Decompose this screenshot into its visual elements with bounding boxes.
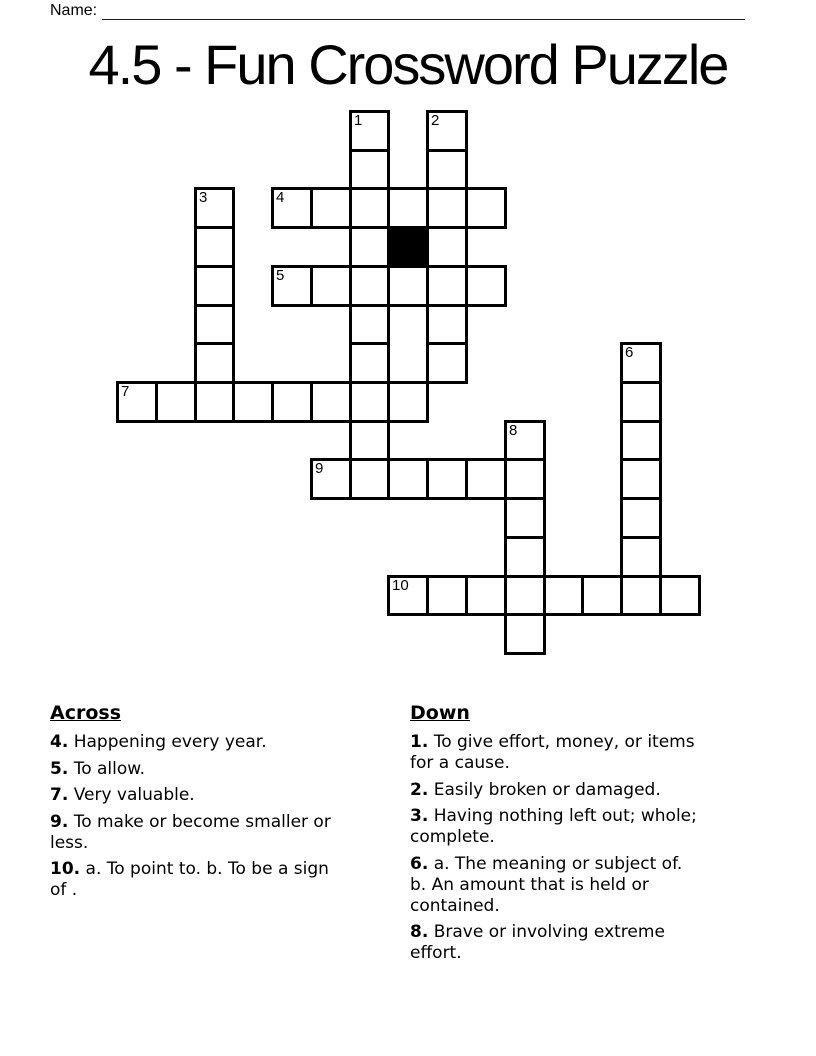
across-heading: Across (50, 702, 122, 724)
answer-cell[interactable] (426, 187, 468, 229)
answer-cell[interactable] (426, 575, 468, 616)
answer-cell[interactable] (504, 420, 546, 461)
clue-number: 2. (410, 779, 429, 800)
answer-cell[interactable] (426, 110, 468, 152)
answer-cell[interactable] (465, 265, 507, 307)
answer-cell[interactable] (194, 265, 235, 307)
answer-cell[interactable] (465, 458, 507, 500)
answer-cell[interactable] (387, 575, 429, 616)
answer-cell[interactable] (194, 381, 235, 423)
answer-cell[interactable] (504, 613, 546, 655)
answer-cell[interactable] (310, 265, 352, 307)
answer-cell[interactable] (504, 575, 546, 616)
cell-number: 1 (354, 112, 363, 129)
cell-number: 4 (276, 189, 285, 206)
answer-cell[interactable] (349, 420, 390, 461)
answer-cell[interactable] (426, 304, 468, 345)
across-clues-list (50, 732, 382, 901)
answer-cell[interactable] (620, 458, 662, 500)
answer-cell[interactable] (504, 497, 546, 539)
clue-item: 6. a. The meaning or subject of. b. An amount that is held or contained. (410, 853, 683, 916)
clue-number: 5. (50, 758, 69, 779)
down-heading: Down (410, 702, 470, 724)
cell-number: 6 (625, 344, 634, 361)
clue-number: 8. (410, 922, 429, 942)
answer-cell[interactable] (620, 381, 662, 423)
clue-number: 6. (410, 853, 429, 874)
clue-item: 4. Happening every year. (50, 732, 267, 752)
answer-cell[interactable] (349, 304, 390, 345)
answer-cell[interactable] (310, 381, 352, 423)
clue-item: 8. Brave or involving extreme effort. (410, 922, 665, 963)
answer-cell[interactable] (194, 187, 235, 229)
answer-cell[interactable] (387, 458, 429, 500)
answer-cell[interactable] (271, 265, 313, 307)
page-title: 4.5 - Fun Crossword Puzzle (88, 33, 728, 96)
answer-cell[interactable] (271, 187, 313, 229)
down-clues-list (410, 732, 752, 964)
answer-cell[interactable] (426, 149, 468, 190)
clue-item: 10. a. To point to. b. To be a sign of . (50, 859, 329, 900)
answer-cell[interactable] (349, 458, 390, 500)
answer-cell[interactable] (620, 497, 662, 539)
answer-cell[interactable] (620, 536, 662, 578)
answer-cell[interactable] (504, 536, 546, 578)
answer-cell[interactable] (349, 381, 390, 423)
answer-cell[interactable] (620, 575, 662, 616)
answer-cell[interactable] (504, 458, 546, 500)
clue-item: 3. Having nothing left out; whole; complete. (410, 806, 697, 847)
answer-cell[interactable] (387, 265, 429, 307)
answer-cell[interactable] (387, 187, 429, 229)
answer-cell[interactable] (194, 342, 235, 384)
clue-item: 7. Very valuable. (50, 785, 195, 805)
name-blank-line[interactable] (102, 3, 745, 20)
answer-cell[interactable] (426, 458, 468, 500)
name-row (50, 2, 745, 20)
answer-cell[interactable] (310, 187, 352, 229)
answer-cell[interactable] (349, 342, 390, 384)
answer-cell[interactable] (620, 420, 662, 461)
name-label: Name: (50, 2, 98, 19)
cell-number: 2 (431, 112, 440, 129)
answer-cell[interactable] (426, 342, 468, 384)
answer-cell[interactable] (465, 575, 507, 616)
answer-cell[interactable] (155, 381, 197, 423)
cell-number: 10 (392, 577, 409, 594)
answer-cell[interactable] (581, 575, 623, 616)
clue-item: 5. To allow. (50, 758, 146, 779)
clue-number: 3. (410, 806, 429, 826)
answer-cell[interactable] (349, 149, 390, 190)
black-cell (387, 226, 429, 268)
cell-number: 7 (121, 383, 130, 400)
cell-number: 9 (315, 460, 324, 477)
answer-cell[interactable] (659, 575, 701, 616)
clue-number: 10. (50, 859, 81, 879)
down-clues-section (410, 702, 752, 970)
answer-cell[interactable] (310, 458, 352, 500)
answer-cell[interactable] (349, 265, 390, 307)
answer-cell[interactable] (426, 265, 468, 307)
answer-cell[interactable] (194, 304, 235, 345)
clue-item: 2. Easily broken or damaged. (410, 779, 661, 800)
answer-cell[interactable] (194, 226, 235, 268)
clue-item: 1. To give effort, money, or items for a cause. (410, 732, 695, 773)
answer-cell[interactable] (465, 187, 507, 229)
clue-number: 1. (410, 732, 429, 752)
clue-number: 4. (50, 732, 69, 752)
clue-number: 7. (50, 785, 69, 805)
answer-cell[interactable] (426, 226, 468, 268)
answer-cell[interactable] (543, 575, 584, 616)
across-clues-section (50, 702, 382, 907)
cell-number: 3 (199, 189, 208, 206)
clue-number: 9. (50, 811, 69, 832)
answer-cell[interactable] (387, 381, 429, 423)
answer-cell[interactable] (620, 342, 662, 384)
answer-cell[interactable] (349, 110, 390, 152)
cell-number: 5 (276, 267, 285, 284)
answer-cell[interactable] (116, 381, 158, 423)
clue-item: 9. To make or become smaller or less. (50, 811, 331, 853)
answer-cell[interactable] (349, 226, 390, 268)
answer-cell[interactable] (349, 187, 390, 229)
cell-number: 8 (509, 422, 518, 439)
answer-cell[interactable] (232, 381, 274, 423)
answer-cell[interactable] (271, 381, 313, 423)
